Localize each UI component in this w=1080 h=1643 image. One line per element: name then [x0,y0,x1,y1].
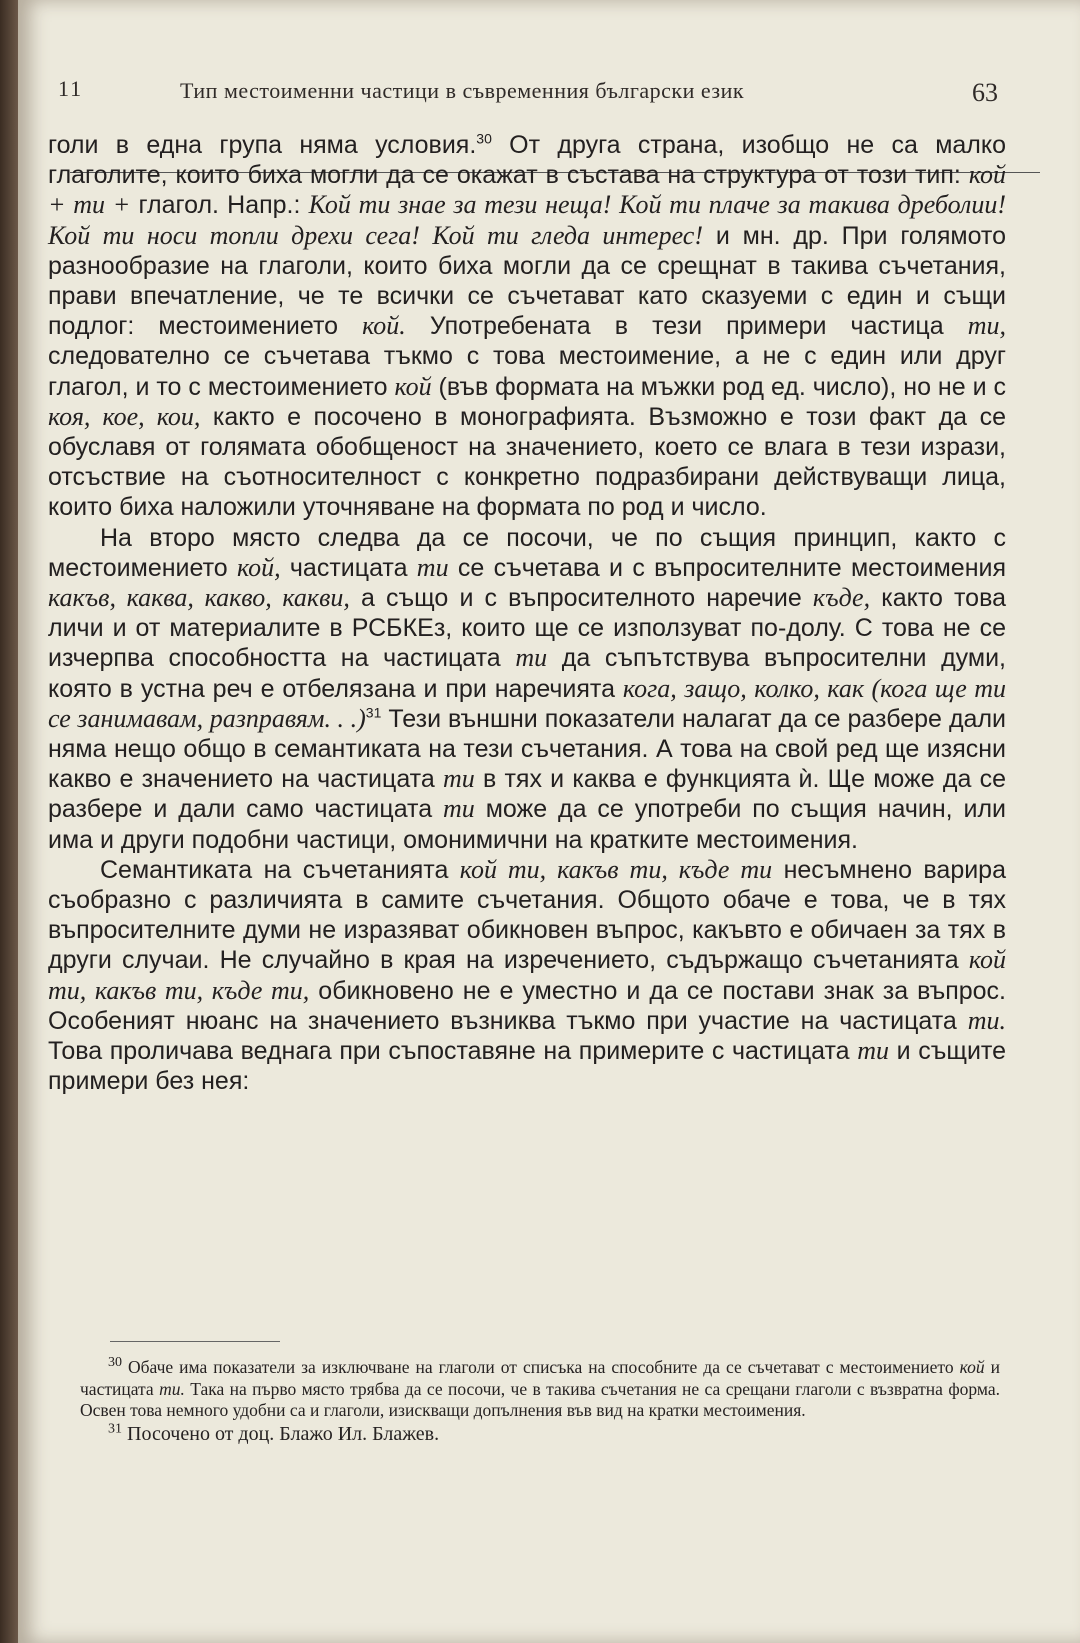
text-run: несъмнено варира съобразно с различията в самите съчетания. Общото обаче е това, че в тях въпросителните думи не изразяват обикновен въпрос, какъвто е обичаен за тях в други случаи. Не случайно в края на изречението, съдържащо съчетанията [48,855,1006,975]
emphasis: кой, [236,552,281,582]
text-run: както е посочено в монографията. Възможно е този факт да се обуславя от голямата обобщеност на значението, което се влага в тези изрази, отсъствие на съотносителност с конкретно подразбирани действуващи лица, които биха наложили уточняване на формата по род и число. [48,402,1006,522]
text-run: в тях и каква е функцията ѝ. Ще може да се разбере и дали само частицата [48,765,1006,824]
text-run: а също и с въпросителното наречие [349,584,813,613]
emphasis: коя, кое, кои, [48,401,201,431]
emphasis: ти [515,643,548,673]
page-number: 63 [972,78,998,107]
emphasis: ти [857,1036,890,1066]
text-run: да съпътствува въпросителни думи, която в устна реч е отбелязана и при наречията [48,644,1006,703]
text-run: Посочено от доц. Блажо Ил. Блажев. [122,1422,440,1445]
running-header [40,76,1010,107]
emphasis: къде, [812,583,871,613]
text-run: следователно се съчетава тъкмо с това местоимение, а не с един или друг глагол, и то с местоимението [48,342,1006,401]
text-run: Тези външни показатели налагат да се разбере дали няма нещо общо в семантиката на тези съчетания. А това на свой ред ще изясни какво е значението на частицата [48,704,1007,794]
paragraph-2 [48,523,1006,855]
text-run: Това проличава веднага при съпоставяне на примерите с частицата [48,1037,858,1066]
text-run: Семантиката на съчетанията [100,855,460,884]
paragraph-1 [48,130,1006,523]
text-run: голи в една група няма условия. [48,131,477,159]
text-run: От друга страна, изобщо не са малко глаголите, които биха могли да се окажат в състава на структура от този тип: [48,131,1006,190]
section-number: 11 [58,76,84,101]
text-run: и мн. др. При голямото разнообразие на глаголи, които биха могли да се срещнат в такива съчетания, прави впечатление, че те всички се съчетават като сказуеми с един и същи подлог: местоимението [48,221,1006,341]
emphasis: ти. [159,1378,185,1399]
footnote-ref-30: 30 [476,130,492,147]
footnote-ref-31: 31 [365,704,382,721]
emphasis: кой + ти + [48,160,1006,220]
text-run: (във формата на мъжки род ед. число), но не и с [431,372,1006,401]
emphasis: ти [443,794,475,824]
text-run: както това личи и от материалите в РСБКЕз, които ще се използуват по-долу. С това не се изчерпва способността на частицата [48,584,1006,673]
text-run: обикновено не е уместно и да се постави знак за въпрос. Особеният нюанс на значението възниква тъкмо при участие на частицата [48,976,1006,1035]
emphasis: кой [959,1357,985,1377]
text-run: Употребената в тези примери частица [405,312,968,341]
footnote-rule [110,1341,280,1342]
footnotes [80,1357,1000,1445]
emphasis: кой ти, какъв ти, къде ти, [48,945,1006,1005]
emphasis: ти. [967,1005,1006,1035]
emphasis: ти [442,764,475,794]
text-run: Така на първо място трябва да се посочи, че в такива съчетания не са срещани глаголи с възвратна форма. Освен това немного удобни са и глаголи, изискващи допълнения във вид на кратки местоимения. [80,1378,1000,1421]
footnote-31 [80,1421,1000,1446]
text-run: се съчетава и с въпросителните местоимения [448,553,1006,582]
text-run: Обаче има показатели за изключване на глаголи от списъка на способните да се съчетават с местоимението [122,1357,960,1377]
emphasis: кой. [362,311,406,341]
footnote-30 [80,1357,1000,1422]
emphasis: кой ти, какъв ти, къде ти [459,854,773,884]
footnote-marker: 31 [108,1421,122,1437]
text-run: може да се употреби по същия начин, или има и други подобни частици, омонимични на кратките местоимения. [48,795,1007,854]
text-run: и частицата [80,1357,1000,1399]
emphasis: кой [394,371,432,401]
text-run: глагол. Напр.: [130,191,309,220]
text-run: и същите примери без нея: [48,1037,1006,1096]
emphasis: ти [416,552,449,582]
emphasis: какъв, каква, какво, какви, [48,583,350,613]
book-spine-edge [0,0,18,1643]
footnote-marker: 30 [108,1355,122,1371]
text-run: На второ място следва да се посочи, че по същия принцип, както с местоимението [48,523,1006,582]
main-text [48,130,1006,1097]
running-title: Тип местоименни частици в съвременния български език [180,78,745,103]
emphasis: ти, [967,311,1006,341]
text-run: частицата [280,553,417,582]
example-text: Кой ти знае за тези неща! Кой ти плаче за такива дреболии! Кой ти носи топли дрехи сега! Кой ти гледа интерес! [48,190,1006,250]
paragraph-3 [48,855,1006,1097]
example-text: кога, защо, колко, как (кога ще ти се занимавам, разправям. . .) [48,673,1006,733]
